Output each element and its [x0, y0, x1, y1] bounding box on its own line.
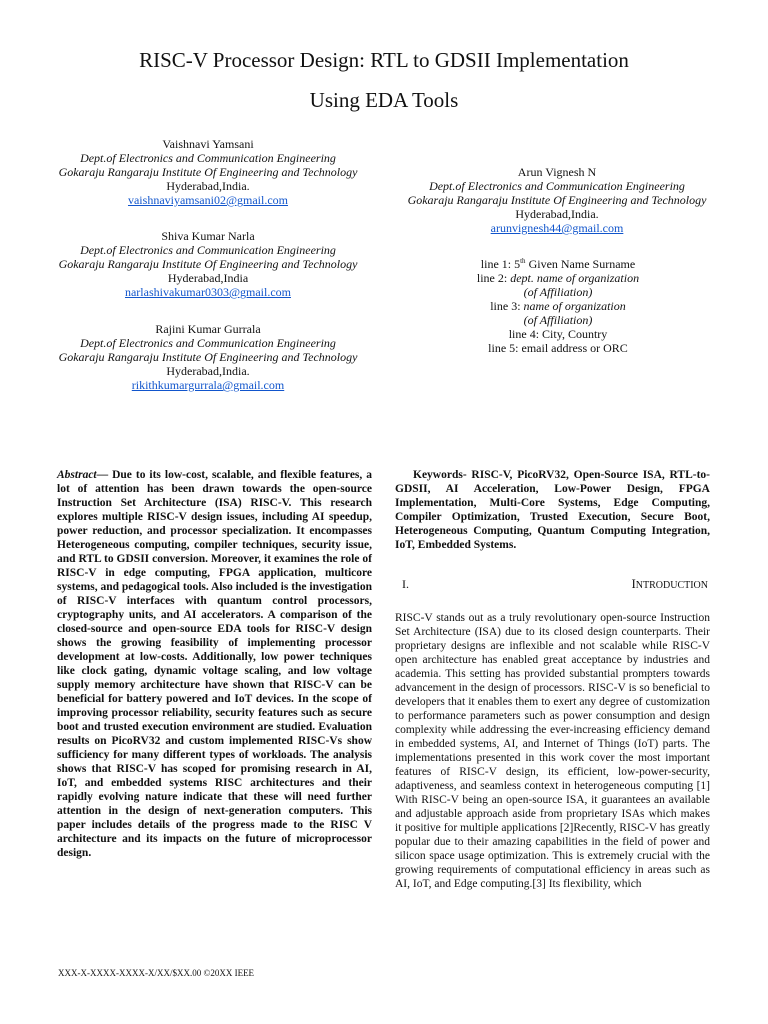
- author-block-2: [58, 229, 358, 299]
- author-email-link[interactable]: arunvignesh44@gmail.com: [490, 221, 624, 235]
- template-author-block: [398, 257, 718, 355]
- author-email-link[interactable]: rikithkumargurrala@gmail.com: [131, 378, 285, 392]
- title-line-1: RISC-V Processor Design: RTL to GDSII Implementation: [139, 48, 629, 72]
- author-dept: Dept.of Electronics and Communication Engineering: [80, 151, 336, 165]
- template-line-2: line 2: dept. name of organization: [476, 271, 640, 285]
- author-dept: Dept.of Electronics and Communication Engineering: [80, 336, 336, 350]
- abstract-text: Due to its low-cost, scalable, and flexible features, a lot of attention has been drawn towards the open-source Instruction Set Architecture (ISA) RISC-V. This research explores multiple RISC-V design issues, including AI speedup, power reduction, and processor specialization. It encompasses Heterogeneous computing, compiler techniques, security issue, and RTL to GDSII conversion. Moreover, it examines the role of RISC-V in edge computing, FPGA application, multicore systems, and pedagogical tools. Also included is the investigation of RISC-V interfaces with quantum control processors, cryptography units, and AI accelerators. A comparison of the closed-source and open-source EDA tools for RISC-V design shows the growing feasibility of implementing processor development at low-costs. Additionally, low power techniques like clock gating, dynamic voltage scaling, and low voltage supply memory architecture have shown that RISC-V can be beneficial for battery powered and IoT devices. In the scope of improving processor reliability, security features such as secure boot and trusted execution environment are studied. Evaluation results on PicoRV32 and custom implemented RISC-Vs show sufficiency for many different types of workloads. The analysis shows that RISC-V has scoped for promising research in AI, IoT, and embedded systems RISC architectures and their rapidly evolving nature indicate that these will need further attention in the design of next-generation computers. This paper includes details of the progress made to the RISC V architecture and its impacts on the future of microprocessor design.: [57, 469, 373, 859]
- section-number: I.: [402, 577, 409, 591]
- abstract: [57, 468, 372, 860]
- author-city: Hyderabad,India: [167, 271, 249, 285]
- template-line-3b: (of Affiliation): [523, 313, 593, 327]
- section-title: INTRODUCTION: [631, 576, 708, 591]
- section-heading: [402, 577, 708, 593]
- author-name: Vaishnavi Yamsani: [162, 137, 254, 151]
- template-line-2b: (of Affiliation): [523, 285, 593, 299]
- author-email-link[interactable]: vaishnaviyamsani02@gmail.com: [127, 193, 289, 207]
- author-name: Shiva Kumar Narla: [161, 229, 255, 243]
- template-line-3: line 3: name of organization: [490, 299, 626, 313]
- author-block-1: [58, 137, 358, 207]
- author-city: Hyderabad,India.: [515, 207, 599, 221]
- author-name: Rajini Kumar Gurrala: [155, 322, 261, 336]
- author-institute: Gokaraju Rangaraju Institute Of Engineering and Technology: [58, 350, 358, 364]
- copyright-footer: XXX-X-XXXX-XXXX-X/XX/$XX.00 ©20XX IEEE: [58, 968, 255, 978]
- author-institute: Gokaraju Rangaraju Institute Of Engineering and Technology: [407, 193, 707, 207]
- author-dept: Dept.of Electronics and Communication Engineering: [80, 243, 336, 257]
- author-city: Hyderabad,India.: [166, 364, 250, 378]
- abstract-lead: Abstract: [57, 469, 97, 481]
- template-line-1: line 1: 5th Given Name Surname: [480, 257, 636, 271]
- author-block-3: [58, 322, 358, 392]
- paper-title: [40, 40, 728, 120]
- template-line-4: line 4: City, Country: [508, 327, 608, 341]
- author-city: Hyderabad,India.: [166, 179, 250, 193]
- keywords: Keywords- RISC-V, PicoRV32, Open-Source ISA, RTL-to-GDSII, AI Acceleration, Low-Power Design, FPGA Implementation, Multi-Core Systems, Edge Computing, Compiler Optimization, Trusted Execution, Secure Boot, Heterogeneous Computing, Quantum Computing Integration, IoT, Embedded Systems.: [395, 469, 710, 551]
- template-line-5: line 5: email address or ORC: [488, 341, 628, 355]
- title-line-2: Using EDA Tools: [309, 88, 459, 112]
- introduction-body: RISC-V stands out as a truly revolutionary open-source Instruction Set Architecture (ISA) due to its closed design counterparts. Their proprietary designs are inflexible and not scalable while RISC-V open architecture has enabled great acceptance by industries and academia. This setting has provided substantial prompters towards advancement in the design of processors. RISC-V is so beneficial to developers that it enables them to exert any degree of customization to performance parameters such as power consumption and design complexity while addressing the ever-increasing efficiency demand in embedded systems, AI, and Internet of Things (IoT) parts. The implementations presented in this work cover the most important features of RISC-V design, its efficient, low-power-security, adaptiveness, and seamless context in heterogeneous computing [1] With RISC-V being an open-source ISA, it guarantees an available and adjustable approach aside from proprietary ISAs which makes it positive for multiple applications [2]Recently, RISC-V has greatly popular due to their amazing capabilities in the field of power and silicon space usage optimization. This is extremely crucial with the growing requirements of computational efficiency in areas such as AI, IoT, and Edge computing.[3] Its flexibility, which: [395, 612, 710, 890]
- author-institute: Gokaraju Rangaraju Institute Of Engineering and Technology: [58, 257, 358, 271]
- author-name: Arun Vignesh N: [517, 165, 597, 179]
- abstract-dash: —: [96, 469, 113, 481]
- author-email-link[interactable]: narlashivakumar0303@gmail.com: [124, 285, 291, 299]
- author-dept: Dept.of Electronics and Communication Engineering: [429, 179, 685, 193]
- author-institute: Gokaraju Rangaraju Institute Of Engineering and Technology: [58, 165, 358, 179]
- author-block-4: [407, 165, 707, 235]
